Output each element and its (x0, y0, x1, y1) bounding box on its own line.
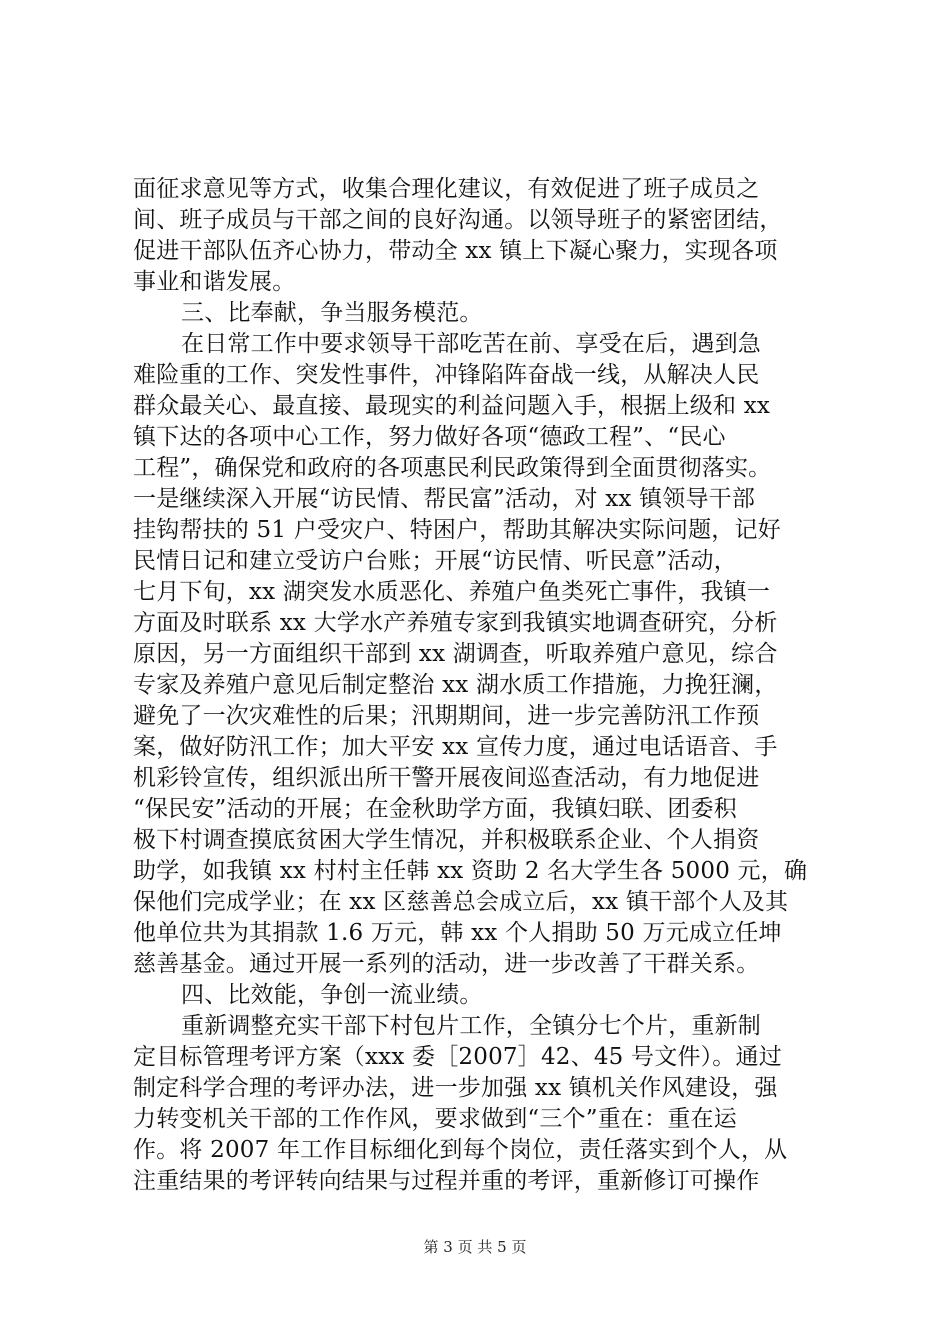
text-line: “保民安”活动的开展；在金秋助学方面，我镇妇联、团委积 (133, 796, 737, 822)
text-line: 促进干部队伍齐心协力，带动全 xx 镇上下凝心聚力，实现各项 (133, 238, 778, 264)
text-line: 机彩铃宣传，组织派出所干警开展夜间巡查活动，有力地促进 (133, 765, 760, 791)
text-line: 在日常工作中要求领导干部吃苦在前、享受在后，遇到急 (181, 331, 761, 357)
section-heading: 三、比奉献，争当服务模范。 (181, 300, 483, 326)
text-line: 一是继续深入开展“访民情、帮民富”活动，对 xx 镇领导干部 (133, 486, 756, 512)
text-line: 挂钩帮扶的 51 户受灾户、特困户，帮助其解决实际问题，记好 (133, 517, 781, 543)
text-line: 注重结果的考评转向结果与过程并重的考评，重新修订可操作 (133, 1168, 760, 1194)
text-line: 工程”，确保党和政府的各项惠民利民政策得到全面贯彻落实。 (133, 455, 772, 481)
text-line: 群众最关心、最直接、最现实的利益问题入手，根据上级和 xx (133, 393, 771, 419)
text-line: 力转变机关干部的工作作风，要求做到“三个”重在：重在运 (133, 1106, 737, 1132)
text-line: 保他们完成学业；在 xx 区慈善总会成立后，xx 镇干部个人及其 (133, 889, 789, 915)
text-line: 镇下达的各项中心工作，努力做好各项“德政工程”、“民心 (133, 424, 726, 450)
page-footer: 第 3 页 共 5 页 (423, 1238, 527, 1256)
text-line: 方面及时联系 xx 大学水产养殖专家到我镇实地调查研究，分析 (133, 610, 778, 636)
text-line: 专家及养殖户意见后制定整治 xx 湖水质工作措施，力挽狂澜， (133, 672, 778, 698)
text-line: 作。将 2007 年工作目标细化到每个岗位，责任落实到个人，从 (133, 1137, 788, 1163)
text-line: 制定科学合理的考评办法，进一步加强 xx 镇机关作风建设，强 (133, 1075, 778, 1101)
text-line: 原因，另一方面组织干部到 xx 湖调查，听取养殖户意见，综合 (133, 641, 778, 667)
document-body (133, 174, 833, 1197)
text-line: 重新调整充实干部下村包片工作，全镇分七个片，重新制 (181, 1013, 761, 1039)
section-heading: 四、比效能，争创一流业绩。 (181, 982, 483, 1008)
text-line: 民情日记和建立受访户台账；开展“访民情、听民意”活动， (133, 548, 737, 574)
text-line: 案，做好防汛工作；加大平安 xx 宣传力度，通过电话语音、手 (133, 734, 778, 760)
text-line: 助学，如我镇 xx 村村主任韩 xx 资助 2 名大学生各 5000 元，确 (133, 858, 808, 884)
text-line: 定目标管理考评方案（xxx 委［2007］42、45 号文件）。通过 (133, 1044, 782, 1070)
text-line: 避免了一次灾难性的后果；汛期期间，进一步完善防汛工作预 (133, 703, 760, 729)
text-line: 慈善基金。通过开展一系列的活动，进一步改善了干群关系。 (133, 951, 760, 977)
text-line: 七月下旬，xx 湖突发水质恶化、养殖户鱼类死亡事件，我镇一 (133, 579, 771, 605)
text-line: 难险重的工作、突发性事件，冲锋陷阵奋战一线，从解决人民 (133, 362, 760, 388)
text-line: 他单位共为其捐款 1.6 万元，韩 xx 个人捐助 50 万元成立任坤 (133, 920, 782, 946)
text-line: 间、班子成员与干部之间的良好沟通。以领导班子的紧密团结， (133, 207, 783, 233)
text-line: 极下村调查摸底贫困大学生情况，并积极联系企业、个人捐资 (133, 827, 760, 853)
text-line: 事业和谐发展。 (133, 269, 296, 295)
text-line: 面征求意见等方式，收集合理化建议，有效促进了班子成员之 (133, 176, 760, 202)
